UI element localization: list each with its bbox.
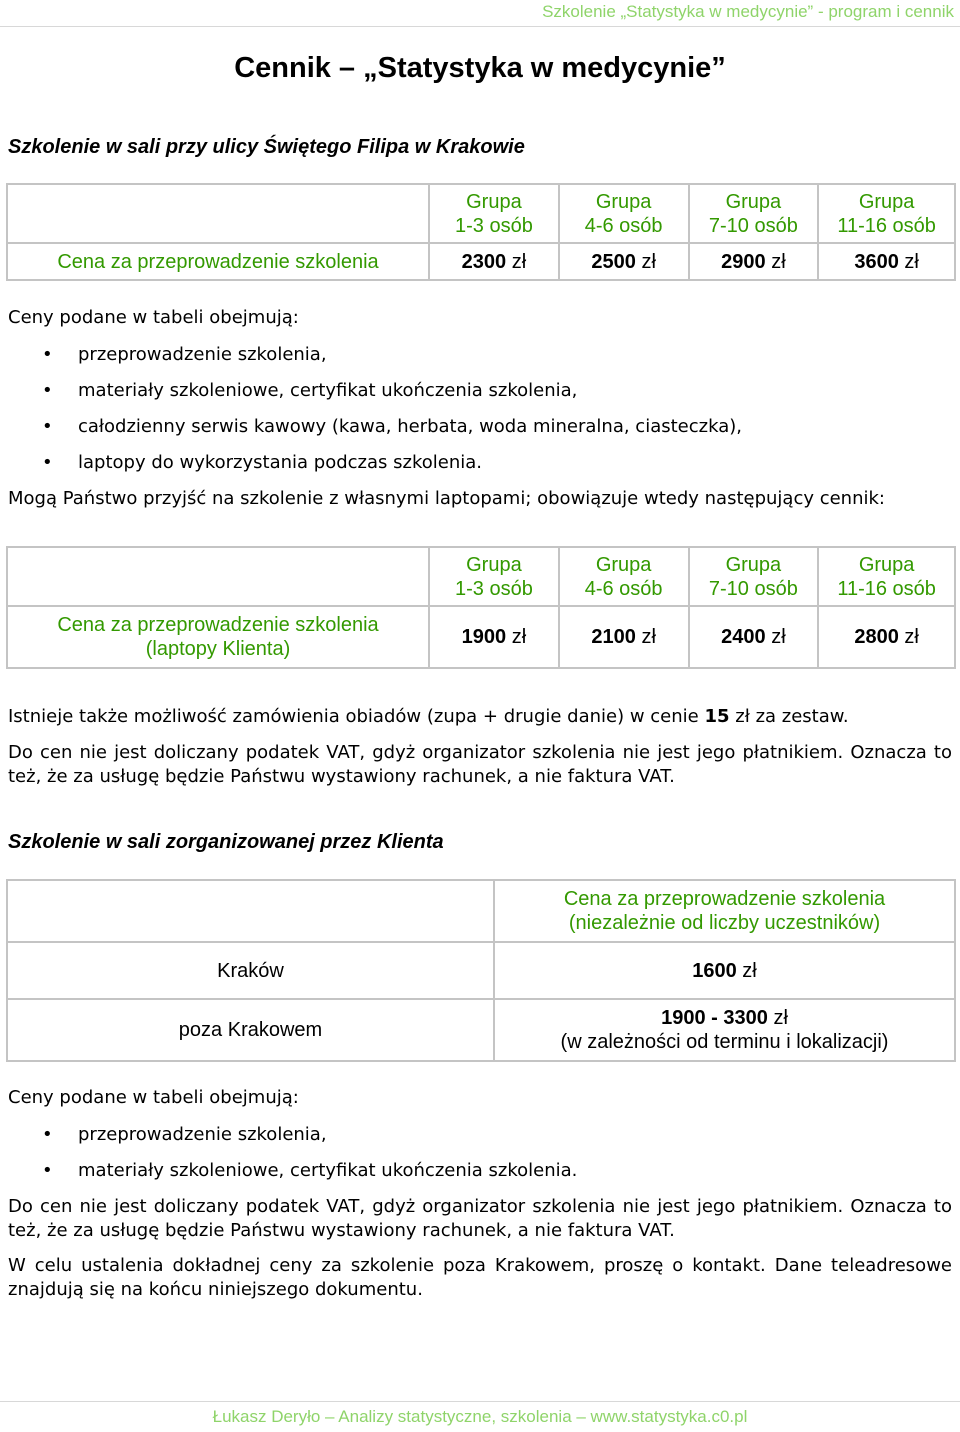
- lunch-text: Istnieje także możliwość zamówienia obiadów (zupa + drugie danie) w cenie: [8, 706, 699, 727]
- vat-note: Do cen nie jest doliczany podatek VAT, gdyż organizator szkolenia nie jest jego płatnikiem. Oznacza to też, że za usługę będzie Państwu wystawiony rachunek, a nie faktura VAT.: [8, 742, 952, 787]
- price-amount: 2300: [461, 250, 507, 273]
- group-header: [429, 547, 559, 606]
- column-header-sub: (niezależnie od liczby uczestników): [568, 912, 881, 934]
- price-cell: [559, 606, 689, 668]
- list-item: [8, 343, 742, 379]
- table-corner-cell: [7, 184, 429, 243]
- group-label: Grupa: [858, 190, 915, 213]
- group-size: 7-10 osób: [708, 214, 798, 237]
- group-size: 4-6 osób: [584, 577, 663, 600]
- price-column-header: [494, 880, 955, 942]
- price-unit: zł: [641, 626, 656, 648]
- price-unit: zł: [771, 250, 786, 273]
- list-item: [8, 1123, 577, 1159]
- page-header: [0, 0, 960, 27]
- running-title: Szkolenie „Statystyka w medycynie” - program i cennik: [542, 2, 954, 21]
- includes-list-2: [8, 1123, 577, 1195]
- includes-list: [8, 343, 742, 487]
- table-corner-cell: [7, 547, 429, 606]
- column-header-main: Cena za przeprowadzenie szkolenia: [563, 888, 886, 910]
- price-cell: [689, 243, 819, 280]
- vat-note-2: Do cen nie jest doliczany podatek VAT, gdyż organizator szkolenia nie jest jego płatnikiem. Oznacza to też, że za usługę będzie Państwu wystawiony rachunek, a nie faktura VAT.: [8, 1196, 952, 1241]
- price-unit: zł: [511, 626, 527, 648]
- table-row: [7, 942, 955, 999]
- document-title: Cennik – „Statystyka w medycynie”: [234, 52, 726, 84]
- list-item-text: przeprowadzenie szkolenia,: [78, 344, 327, 365]
- price-unit: zł: [742, 959, 757, 982]
- lunch-unit: zł za zestaw.: [735, 706, 849, 727]
- price-amount: 1600: [692, 959, 737, 982]
- price-amount: 2900: [721, 250, 766, 273]
- table-corner-cell: [7, 880, 494, 942]
- group-label: Grupa: [595, 553, 652, 576]
- group-label: Grupa: [858, 553, 915, 576]
- price-unit: zł: [771, 626, 786, 648]
- group-size: 11-16 osób: [837, 577, 936, 600]
- price-amount: 2500: [591, 250, 636, 273]
- price-table-standard: [6, 183, 956, 281]
- list-item: [8, 1159, 577, 1195]
- includes-intro-2: Ceny podane w tabeli obejmują:: [8, 1087, 299, 1108]
- table-row: [7, 243, 955, 280]
- price-amount: 2100: [591, 626, 636, 648]
- price-cell: [494, 942, 955, 999]
- price-unit: zł: [904, 626, 919, 648]
- price-note: (w zależności od terminu i lokalizacji): [560, 1031, 889, 1053]
- group-label: Grupa: [466, 190, 522, 213]
- contact-note: W celu ustalenia dokładnej ceny za szkolenie poza Krakowem, proszę o kontakt. Dane teleadresowe znajdują się na końcu niniejszego dokumentu.: [8, 1255, 952, 1300]
- table-row: [7, 606, 955, 668]
- list-item-text: laptopy do wykorzystania podczas szkolenia.: [78, 452, 482, 473]
- bullet-icon: •: [42, 452, 53, 473]
- group-size: 1-3 osób: [454, 577, 533, 600]
- group-label: Grupa: [725, 553, 782, 576]
- price-amount: 1900: [461, 626, 507, 648]
- location-cell: Kraków: [7, 942, 494, 999]
- group-header: [559, 184, 689, 243]
- price-table-client-laptops: [6, 546, 956, 669]
- price-cell: [494, 999, 955, 1061]
- group-size: 7-10 osób: [708, 577, 798, 600]
- list-item: [8, 451, 742, 487]
- bullet-icon: •: [42, 344, 53, 365]
- section-heading-client-room: Szkolenie w sali zorganizowanej przez Klienta: [8, 831, 444, 853]
- group-size: 1-3 osób: [454, 214, 533, 237]
- list-item: [8, 415, 742, 451]
- group-header: [429, 184, 559, 243]
- group-label: Grupa: [466, 553, 522, 576]
- list-item: [8, 379, 742, 415]
- group-header: [559, 547, 689, 606]
- laptop-note: Mogą Państwo przyjść na szkolenie z własnymi laptopami; obowiązuje wtedy następujący cennik:: [8, 488, 885, 509]
- price-cell: [429, 606, 559, 668]
- row-label-sub: (laptopy Klienta): [145, 638, 291, 660]
- row-label-main: Cena za przeprowadzenie szkolenia: [57, 614, 379, 636]
- lunch-note: [8, 705, 952, 729]
- price-cell: [689, 606, 819, 668]
- price-table-client-room: [6, 879, 956, 1062]
- price-cell: [818, 606, 955, 668]
- bullet-icon: •: [42, 1160, 53, 1181]
- price-cell: [559, 243, 689, 280]
- bullet-icon: •: [42, 380, 53, 401]
- price-unit: zł: [904, 250, 919, 273]
- list-item-text: przeprowadzenie szkolenia,: [78, 1124, 327, 1145]
- price-amount: 1900 - 3300: [661, 1007, 768, 1029]
- row-label: Cena za przeprowadzenie szkolenia: [7, 243, 429, 280]
- group-header: [818, 184, 955, 243]
- group-header: [689, 547, 819, 606]
- table-header-row: [7, 880, 955, 942]
- group-label: Grupa: [725, 190, 782, 213]
- price-amount: 2800: [854, 626, 899, 648]
- price-amount: 3600: [854, 250, 899, 273]
- table-header-row: [7, 184, 955, 243]
- list-item-text: całodzienny serwis kawowy (kawa, herbata, woda mineralna, ciasteczka),: [78, 416, 742, 437]
- group-size: 4-6 osób: [584, 214, 663, 237]
- price-cell: [818, 243, 955, 280]
- bullet-icon: •: [42, 416, 53, 437]
- price-amount: 2400: [721, 626, 766, 648]
- price-unit: zł: [511, 250, 527, 273]
- row-label: [7, 606, 429, 668]
- table-row: [7, 999, 955, 1061]
- price-unit: zł: [773, 1007, 788, 1029]
- location-cell: poza Krakowem: [7, 999, 494, 1061]
- group-label: Grupa: [595, 190, 652, 213]
- section-heading-own-room: Szkolenie w sali przy ulicy Świętego Filipa w Krakowie: [8, 136, 525, 158]
- table-header-row: [7, 547, 955, 606]
- list-item-text: materiały szkoleniowe, certyfikat ukończenia szkolenia,: [78, 380, 578, 401]
- price-cell: [429, 243, 559, 280]
- includes-intro: Ceny podane w tabeli obejmują:: [8, 307, 299, 328]
- bullet-icon: •: [42, 1124, 53, 1145]
- group-size: 11-16 osób: [837, 214, 936, 237]
- group-header: [818, 547, 955, 606]
- group-header: [689, 184, 819, 243]
- page-footer: Łukasz Deryło – Analizy statystyczne, szkolenia – www.statystyka.c0.pl: [0, 1401, 960, 1432]
- list-item-text: materiały szkoleniowe, certyfikat ukończenia szkolenia.: [78, 1160, 578, 1181]
- lunch-price: 15: [704, 706, 730, 727]
- price-unit: zł: [641, 250, 656, 273]
